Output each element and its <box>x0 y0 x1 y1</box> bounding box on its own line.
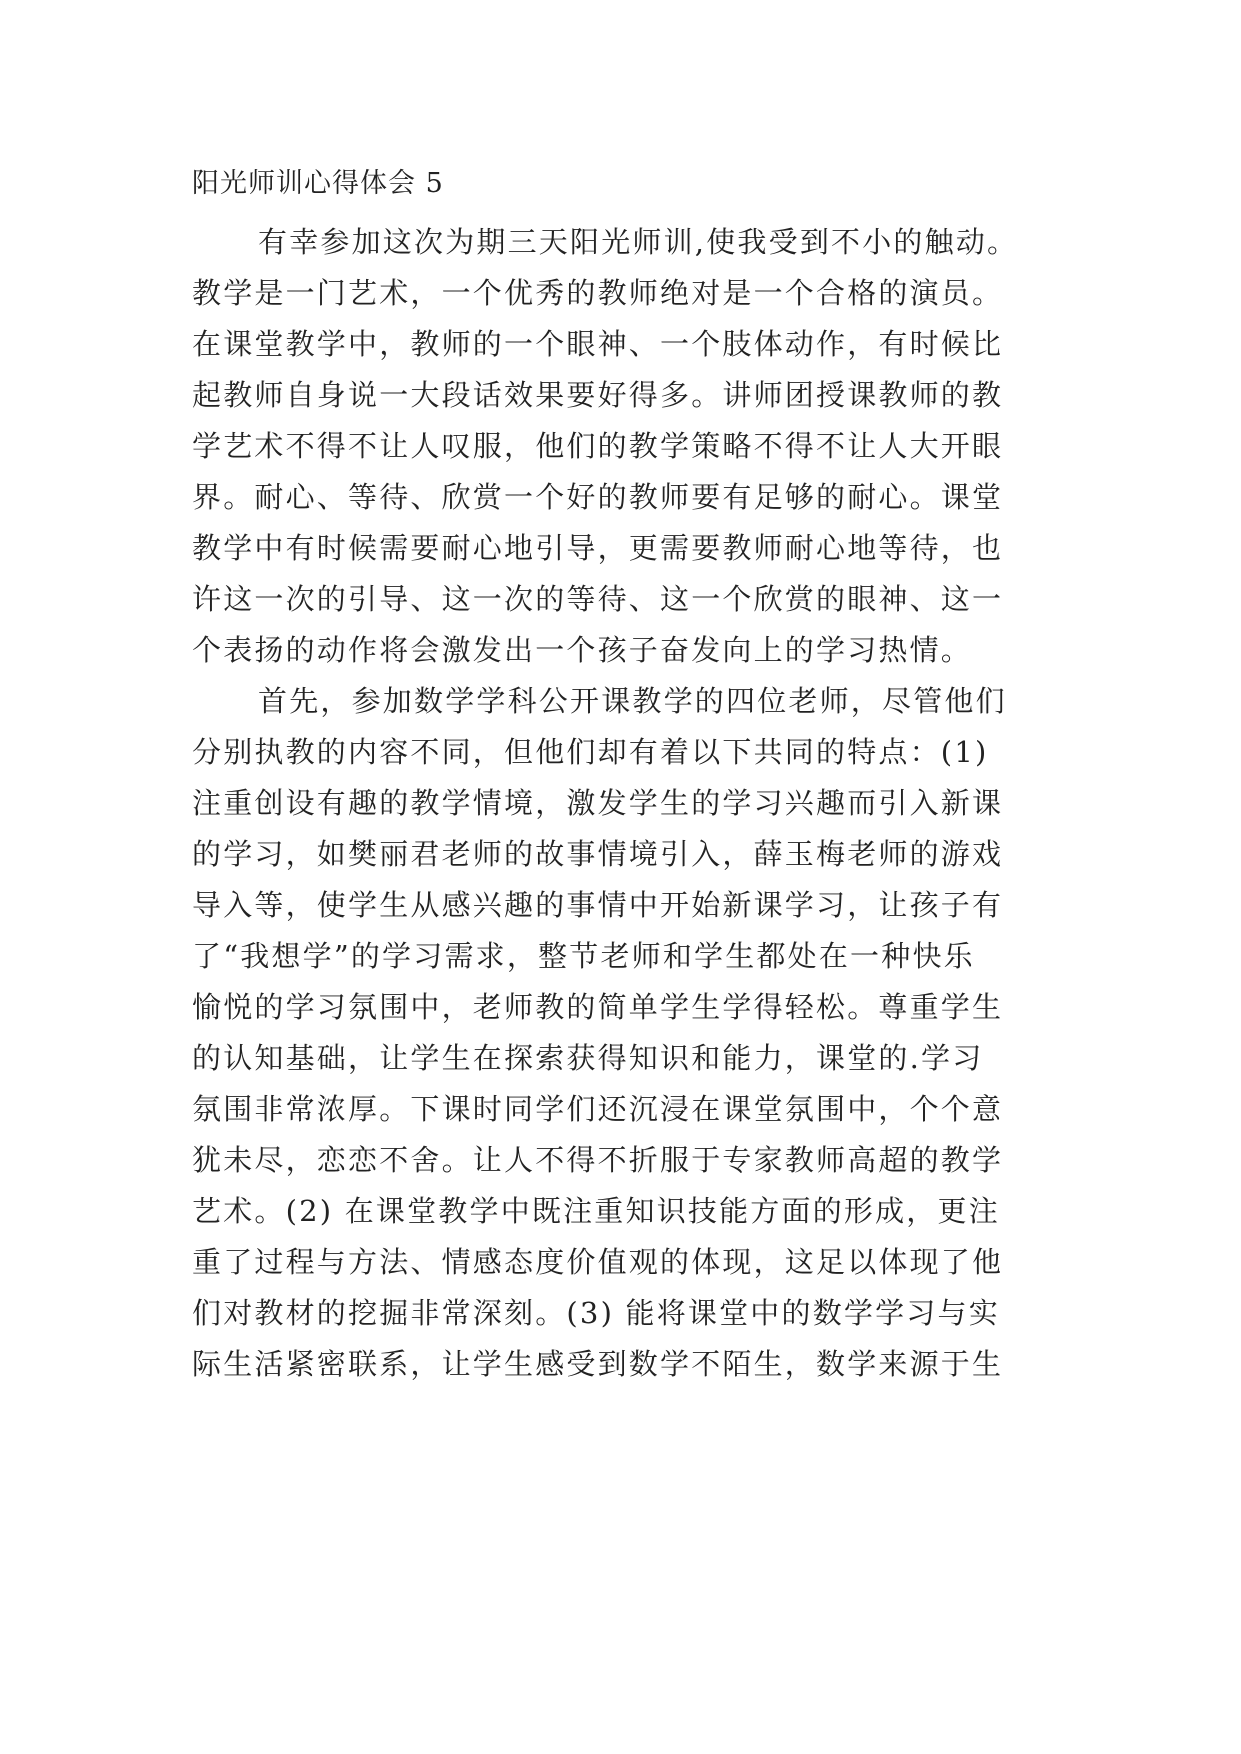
paragraph-line: 学艺术不得不让人叹服，他们的教学策略不得不让人大开眼 <box>192 429 1004 463</box>
paragraph-line: 的认知基础，让学生在探索获得知识和能力，课堂的.学习 <box>192 1041 984 1075</box>
paragraph-line: 个表扬的动作将会激发出一个孩子奋发向上的学习热情。 <box>192 633 973 667</box>
paragraph-line: 们对教材的挖掘非常深刻。(3) 能将课堂中的数学学习与实 <box>192 1296 1000 1330</box>
paragraph-line: 分别执教的内容不同，但他们却有着以下共同的特点：(1) <box>192 735 989 769</box>
paragraph-line: 注重创设有趣的教学情境，激发学生的学习兴趣而引入新课 <box>192 786 1004 820</box>
paragraph-line: 犹未尽，恋恋不舍。让人不得不折服于专家教师高超的教学 <box>192 1143 1004 1177</box>
paragraph-line: 际生活紧密联系，让学生感受到数学不陌生，数学来源于生 <box>192 1347 1004 1381</box>
paragraph-line: 导入等，使学生从感兴趣的事情中开始新课学习，让孩子有 <box>192 888 1004 922</box>
paragraph-line: 重了过程与方法、情感态度价值观的体现，这足以体现了他 <box>192 1245 1004 1279</box>
paragraph-line: 愉悦的学习氛围中，老师教的简单学生学得轻松。尊重学生 <box>192 990 1004 1024</box>
paragraph-line: 教学中有时候需要耐心地引导，更需要教师耐心地等待，也 <box>192 531 1004 565</box>
paragraph-line: 教学是一门艺术，一个优秀的教师绝对是一个合格的演员。 <box>192 276 1004 310</box>
paragraph-line: 起教师自身说一大段话效果要好得多。讲师团授课教师的教 <box>192 378 1004 412</box>
paragraph-line: 的学习，如樊丽君老师的故事情境引入，薛玉梅老师的游戏 <box>192 837 1004 871</box>
paragraph-line: 氛围非常浓厚。下课时同学们还沉浸在课堂氛围中，个个意 <box>192 1092 1004 1126</box>
document-title: 阳光师训心得体会 5 <box>192 168 444 199</box>
paragraph-line: 了“我想学”的学习需求，整节老师和学生都处在一种快乐 <box>192 939 975 973</box>
paragraph-line: 首先，参加数学学科公开课教学的四位老师，尽管他们 <box>258 684 1007 718</box>
paragraph-line: 在课堂教学中，教师的一个眼神、一个肢体动作，有时候比 <box>192 327 1004 361</box>
paragraph-line: 界。耐心、等待、欣赏一个好的教师要有足够的耐心。课堂 <box>192 480 1004 514</box>
paragraph-line: 许这一次的引导、这一次的等待、这一个欣赏的眼神、这一 <box>192 582 1004 616</box>
paragraph-line: 有幸参加这次为期三天阳光师训,使我受到不小的触动。 <box>258 225 1019 259</box>
paragraph-line: 艺术。(2) 在课堂教学中既注重知识技能方面的形成，更注 <box>192 1194 1000 1228</box>
